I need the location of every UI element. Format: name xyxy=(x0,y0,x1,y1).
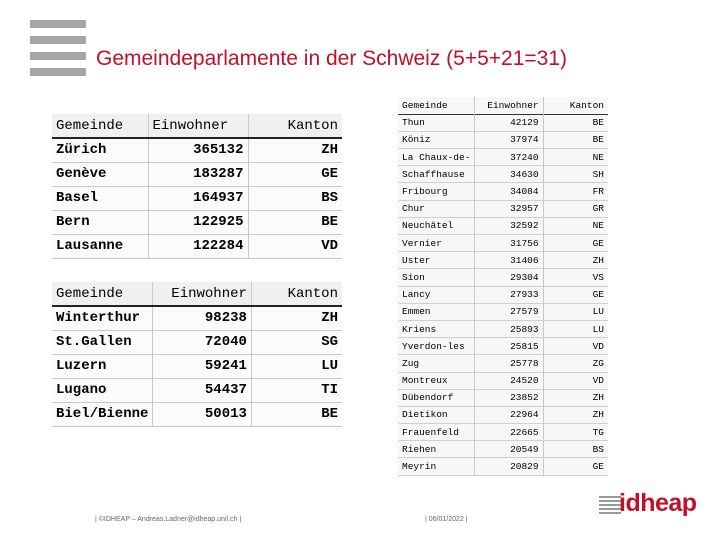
cell-einwohner: 37974 xyxy=(475,131,543,148)
cell-einwohner: 54437 xyxy=(153,378,252,402)
table-row xyxy=(398,320,608,337)
cell-gemeinde: Schaffhause xyxy=(398,166,475,183)
cell-einwohner: 50013 xyxy=(153,402,252,426)
table-row xyxy=(52,330,342,354)
cell-kanton: VD xyxy=(592,340,604,352)
table-row xyxy=(52,306,342,330)
cell-einwohner: 72040 xyxy=(153,330,252,354)
cell-gemeinde: Biel/Bienne xyxy=(52,402,153,426)
cell-einwohner: 23852 xyxy=(475,389,543,406)
header-gemeinde: Gemeinde xyxy=(398,97,475,114)
cell-gemeinde: Thun xyxy=(398,114,475,131)
table-row xyxy=(398,114,608,131)
cell-kanton: LU xyxy=(592,323,604,335)
table-row xyxy=(52,234,342,258)
cell-einwohner: 22665 xyxy=(475,424,543,441)
header-kanton: Kanton xyxy=(287,117,338,134)
footer-credit: | ©IDHEAP – Andreas.Ladner@idheap.unil.ch | xyxy=(95,516,242,523)
table-row xyxy=(398,166,608,183)
cell-kanton: ZH xyxy=(321,142,338,159)
cell-kanton: GE xyxy=(592,461,604,473)
cell-gemeinde: Lancy xyxy=(398,286,475,303)
cell-gemeinde: Zürich xyxy=(52,138,148,162)
table-row xyxy=(398,355,608,372)
table-row xyxy=(398,338,608,355)
cell-gemeinde: Montreux xyxy=(398,372,475,389)
idheap-logo xyxy=(599,489,699,519)
bar xyxy=(30,20,86,28)
cell-einwohner: 25815 xyxy=(475,338,543,355)
cell-einwohner: 24520 xyxy=(475,372,543,389)
table-row xyxy=(52,186,342,210)
table-row xyxy=(52,402,342,426)
cell-gemeinde: Neuchâtel xyxy=(398,217,475,234)
cell-einwohner: 31756 xyxy=(475,235,543,252)
cell-kanton: BE xyxy=(592,134,604,146)
cell-einwohner: 59241 xyxy=(153,354,252,378)
cell-einwohner: 34084 xyxy=(475,183,543,200)
header-kanton: Kanton xyxy=(287,285,338,302)
cell-kanton: LU xyxy=(592,306,604,318)
cell-einwohner: 20829 xyxy=(475,458,543,475)
cell-einwohner: 122284 xyxy=(148,234,248,258)
cell-kanton: GE xyxy=(321,166,338,182)
cell-gemeinde: Basel xyxy=(52,186,148,210)
table-row xyxy=(398,200,608,217)
cell-einwohner: 42129 xyxy=(475,114,543,131)
table-header-row xyxy=(52,114,342,138)
cell-kanton: ZH xyxy=(592,392,604,404)
table-row xyxy=(398,252,608,269)
footer-date: | 06/01/2022 | xyxy=(425,516,468,523)
cell-gemeinde: Frauenfeld xyxy=(398,424,475,441)
table-row xyxy=(398,458,608,475)
cell-einwohner: 20549 xyxy=(475,441,543,458)
cell-kanton: ZG xyxy=(592,357,604,369)
cell-einwohner: 27579 xyxy=(475,303,543,320)
cell-gemeinde: Genève xyxy=(52,162,148,186)
table-row xyxy=(398,269,608,286)
cell-gemeinde: Bern xyxy=(52,210,148,234)
cell-gemeinde: Winterthur xyxy=(52,306,153,330)
cell-einwohner: 32592 xyxy=(475,217,543,234)
cell-kanton: BE xyxy=(321,214,338,230)
cell-gemeinde: St.Gallen xyxy=(52,330,153,354)
cell-gemeinde: Lugano xyxy=(52,378,153,402)
cell-gemeinde: Fribourg xyxy=(398,183,475,200)
header-einwohner: Einwohner xyxy=(153,282,252,306)
cell-einwohner: 183287 xyxy=(148,162,248,186)
cell-kanton: NE xyxy=(592,220,604,232)
cell-gemeinde: Köniz xyxy=(398,131,475,148)
cell-kanton: GE xyxy=(592,237,604,249)
cell-kanton: BS xyxy=(321,190,338,206)
cell-kanton: BE xyxy=(592,117,604,129)
cell-kanton: VD xyxy=(321,238,338,254)
cell-gemeinde: Dübendorf xyxy=(398,389,475,406)
cell-gemeinde: Luzern xyxy=(52,354,153,378)
table-row xyxy=(398,424,608,441)
cell-gemeinde: Meyrin xyxy=(398,458,475,475)
table-row xyxy=(398,183,608,200)
table-header-row xyxy=(52,282,342,306)
cell-kanton: SH xyxy=(592,168,604,180)
cell-gemeinde: Dietikon xyxy=(398,406,475,423)
header-gemeinde: Gemeinde xyxy=(52,114,148,138)
table-row xyxy=(398,235,608,252)
cell-einwohner: 37240 xyxy=(475,149,543,166)
cell-gemeinde: La Chaux-de- xyxy=(398,149,475,166)
cell-einwohner: 98238 xyxy=(153,306,252,330)
bar xyxy=(30,52,86,60)
cell-kanton: BS xyxy=(592,443,604,455)
table-row xyxy=(52,162,342,186)
cell-gemeinde: Emmen xyxy=(398,303,475,320)
cell-kanton: BE xyxy=(321,406,338,422)
bar xyxy=(30,36,86,44)
cell-einwohner: 31406 xyxy=(475,252,543,269)
cell-gemeinde: Lausanne xyxy=(52,234,148,258)
cell-gemeinde: Riehen xyxy=(398,441,475,458)
table-medium-municipalities xyxy=(52,282,342,427)
decorative-bars xyxy=(30,20,86,84)
slide-title: Gemeindeparlamente in der Schweiz (5+5+21=31) xyxy=(96,47,568,70)
cell-kanton: GE xyxy=(592,289,604,301)
table-row xyxy=(398,389,608,406)
cell-einwohner: 164937 xyxy=(148,186,248,210)
table-row xyxy=(398,217,608,234)
table-row xyxy=(52,138,342,162)
cell-kanton: TG xyxy=(592,426,604,438)
table-smaller-municipalities xyxy=(398,97,608,476)
cell-gemeinde: Kriens xyxy=(398,320,475,337)
table-row xyxy=(398,406,608,423)
cell-einwohner: 32957 xyxy=(475,200,543,217)
cell-kanton: ZH xyxy=(321,310,338,327)
cell-gemeinde: Uster xyxy=(398,252,475,269)
table-row xyxy=(398,131,608,148)
cell-einwohner: 29304 xyxy=(475,269,543,286)
table-largest-municipalities xyxy=(52,114,342,259)
table-header-row xyxy=(398,97,608,114)
header-einwohner: Einwohner xyxy=(148,114,248,138)
header-kanton: Kanton xyxy=(569,99,604,111)
table-row xyxy=(398,441,608,458)
logo-text: idheap xyxy=(619,489,697,517)
table-row xyxy=(398,286,608,303)
cell-gemeinde: Zug xyxy=(398,355,475,372)
cell-kanton: FR xyxy=(592,186,604,198)
table-row xyxy=(398,303,608,320)
cell-einwohner: 122925 xyxy=(148,210,248,234)
cell-gemeinde: Sion xyxy=(398,269,475,286)
cell-kanton: VD xyxy=(592,375,604,387)
logo-lines xyxy=(599,496,621,516)
table-row xyxy=(52,378,342,402)
cell-kanton: SG xyxy=(321,334,338,350)
cell-kanton: TI xyxy=(321,382,338,398)
header-einwohner: Einwohner xyxy=(475,97,543,114)
header-gemeinde: Gemeinde xyxy=(52,282,153,306)
cell-gemeinde: Vernier xyxy=(398,235,475,252)
cell-einwohner: 25893 xyxy=(475,320,543,337)
table-row xyxy=(398,372,608,389)
cell-einwohner: 22964 xyxy=(475,406,543,423)
cell-einwohner: 365132 xyxy=(148,138,248,162)
cell-kanton: LU xyxy=(321,358,338,374)
cell-einwohner: 25778 xyxy=(475,355,543,372)
cell-kanton: NE xyxy=(592,151,604,163)
table-row xyxy=(52,210,342,234)
cell-kanton: VS xyxy=(592,271,604,283)
cell-kanton: GR xyxy=(592,203,604,215)
cell-gemeinde: Yverdon-les xyxy=(398,338,475,355)
table-row xyxy=(398,149,608,166)
cell-kanton: ZH xyxy=(592,254,604,266)
cell-kanton: ZH xyxy=(592,409,604,421)
cell-gemeinde: Chur xyxy=(398,200,475,217)
bar xyxy=(30,68,86,76)
cell-einwohner: 27933 xyxy=(475,286,543,303)
table-row xyxy=(52,354,342,378)
cell-einwohner: 34630 xyxy=(475,166,543,183)
